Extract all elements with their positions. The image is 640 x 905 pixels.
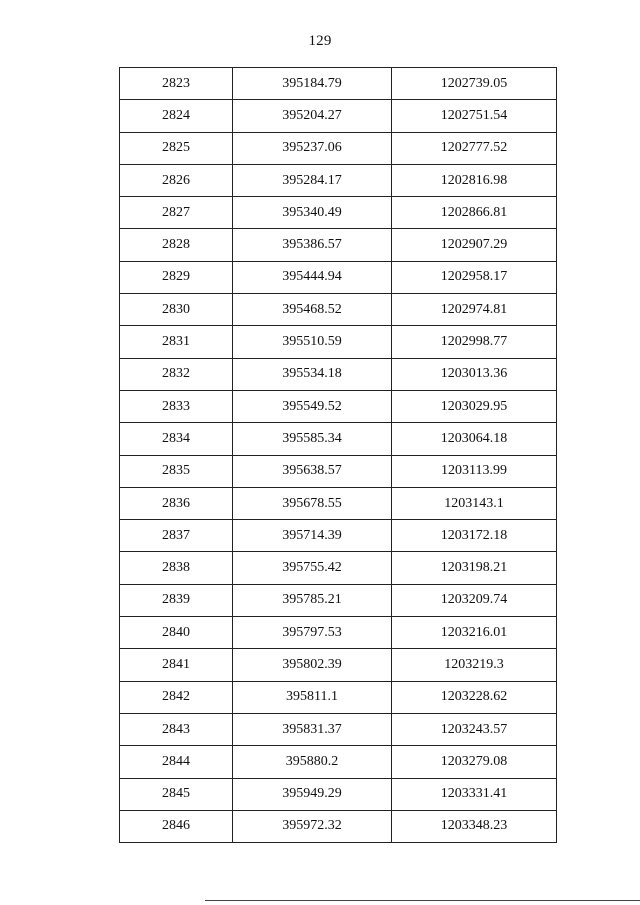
table-row: [120, 358, 557, 390]
y-coordinate-cell: 1203064.18: [392, 423, 557, 455]
point-number-cell: 2833: [120, 390, 233, 422]
x-coordinate-cell: 395785.21: [233, 584, 392, 616]
table-row: [120, 552, 557, 584]
x-coordinate-cell: 395811.1: [233, 681, 392, 713]
x-coordinate-cell: 395549.52: [233, 390, 392, 422]
table-row: [120, 649, 557, 681]
coordinates-table: [119, 67, 557, 843]
y-coordinate-cell: 1202751.54: [392, 100, 557, 132]
x-coordinate-cell: 395468.52: [233, 294, 392, 326]
y-coordinate-cell: 1203331.41: [392, 778, 557, 810]
point-number-cell: 2840: [120, 617, 233, 649]
point-number-cell: 2844: [120, 746, 233, 778]
table-row: [120, 778, 557, 810]
y-coordinate-cell: 1203013.36: [392, 358, 557, 390]
x-coordinate-cell: 395972.32: [233, 810, 392, 842]
point-number-cell: 2823: [120, 68, 233, 100]
table-row: [120, 810, 557, 842]
y-coordinate-cell: 1203209.74: [392, 584, 557, 616]
point-number-cell: 2826: [120, 164, 233, 196]
x-coordinate-cell: 395797.53: [233, 617, 392, 649]
point-number-cell: 2841: [120, 649, 233, 681]
bottom-rule: [205, 900, 640, 901]
y-coordinate-cell: 1203113.99: [392, 455, 557, 487]
y-coordinate-cell: 1203216.01: [392, 617, 557, 649]
point-number-cell: 2845: [120, 778, 233, 810]
table-row: [120, 584, 557, 616]
table-row: [120, 487, 557, 519]
x-coordinate-cell: 395714.39: [233, 520, 392, 552]
point-number-cell: 2832: [120, 358, 233, 390]
table-row: [120, 261, 557, 293]
point-number-cell: 2836: [120, 487, 233, 519]
point-number-cell: 2829: [120, 261, 233, 293]
x-coordinate-cell: 395510.59: [233, 326, 392, 358]
table-row: [120, 132, 557, 164]
x-coordinate-cell: 395755.42: [233, 552, 392, 584]
table-row: [120, 100, 557, 132]
y-coordinate-cell: 1202907.29: [392, 229, 557, 261]
x-coordinate-cell: 395386.57: [233, 229, 392, 261]
point-number-cell: 2825: [120, 132, 233, 164]
point-number-cell: 2830: [120, 294, 233, 326]
y-coordinate-cell: 1203279.08: [392, 746, 557, 778]
x-coordinate-cell: 395831.37: [233, 713, 392, 745]
y-coordinate-cell: 1203029.95: [392, 390, 557, 422]
point-number-cell: 2842: [120, 681, 233, 713]
y-coordinate-cell: 1203143.1: [392, 487, 557, 519]
point-number-cell: 2831: [120, 326, 233, 358]
x-coordinate-cell: 395638.57: [233, 455, 392, 487]
y-coordinate-cell: 1202816.98: [392, 164, 557, 196]
y-coordinate-cell: 1203219.3: [392, 649, 557, 681]
table-body: [120, 68, 557, 843]
table-row: [120, 423, 557, 455]
page-number: 129: [308, 33, 332, 49]
table-row: [120, 164, 557, 196]
x-coordinate-cell: 395444.94: [233, 261, 392, 293]
x-coordinate-cell: 395284.17: [233, 164, 392, 196]
point-number-cell: 2835: [120, 455, 233, 487]
x-coordinate-cell: 395340.49: [233, 197, 392, 229]
table-row: [120, 746, 557, 778]
x-coordinate-cell: 395802.39: [233, 649, 392, 681]
y-coordinate-cell: 1202958.17: [392, 261, 557, 293]
y-coordinate-cell: 1203228.62: [392, 681, 557, 713]
x-coordinate-cell: 395237.06: [233, 132, 392, 164]
table-row: [120, 617, 557, 649]
x-coordinate-cell: 395204.27: [233, 100, 392, 132]
point-number-cell: 2843: [120, 713, 233, 745]
table-row: [120, 197, 557, 229]
y-coordinate-cell: 1202974.81: [392, 294, 557, 326]
x-coordinate-cell: 395949.29: [233, 778, 392, 810]
table-row: [120, 326, 557, 358]
point-number-cell: 2837: [120, 520, 233, 552]
y-coordinate-cell: 1203348.23: [392, 810, 557, 842]
point-number-cell: 2846: [120, 810, 233, 842]
point-number-cell: 2838: [120, 552, 233, 584]
table-row: [120, 390, 557, 422]
table-row: [120, 681, 557, 713]
table-row: [120, 455, 557, 487]
table-row: [120, 713, 557, 745]
point-number-cell: 2839: [120, 584, 233, 616]
x-coordinate-cell: 395880.2: [233, 746, 392, 778]
table-row: [120, 294, 557, 326]
y-coordinate-cell: 1203243.57: [392, 713, 557, 745]
point-number-cell: 2824: [120, 100, 233, 132]
x-coordinate-cell: 395585.34: [233, 423, 392, 455]
point-number-cell: 2828: [120, 229, 233, 261]
y-coordinate-cell: 1203172.18: [392, 520, 557, 552]
x-coordinate-cell: 395184.79: [233, 68, 392, 100]
y-coordinate-cell: 1202739.05: [392, 68, 557, 100]
y-coordinate-cell: 1202866.81: [392, 197, 557, 229]
table-row: [120, 68, 557, 100]
table-row: [120, 229, 557, 261]
y-coordinate-cell: 1203198.21: [392, 552, 557, 584]
y-coordinate-cell: 1202777.52: [392, 132, 557, 164]
point-number-cell: 2827: [120, 197, 233, 229]
coordinates-table-wrap: [119, 67, 556, 843]
x-coordinate-cell: 395534.18: [233, 358, 392, 390]
x-coordinate-cell: 395678.55: [233, 487, 392, 519]
y-coordinate-cell: 1202998.77: [392, 326, 557, 358]
point-number-cell: 2834: [120, 423, 233, 455]
table-row: [120, 520, 557, 552]
